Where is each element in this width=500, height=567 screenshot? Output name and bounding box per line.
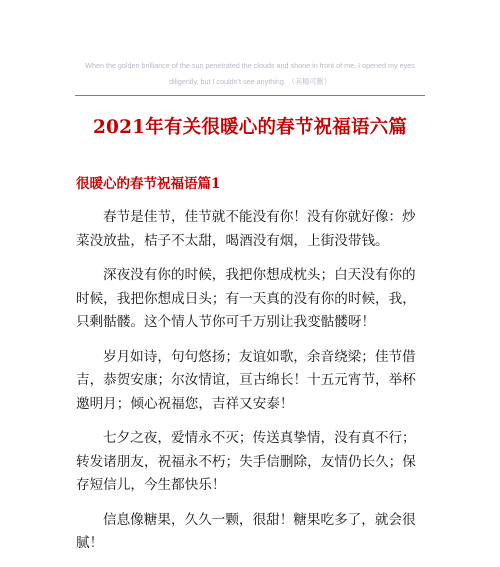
header-divider (75, 95, 425, 96)
body-paragraph: 春节是佳节，佳节就不能没有你！没有你就好像：炒菜没放盐，桔子不太甜，喝酒没有烟，上街没带钱。 (76, 209, 416, 249)
header-note-line-1: When the golden brilliance of the sun penetrated the clouds and shone in front of me, I opened my eyes (85, 61, 415, 70)
body-paragraph: 岁月如诗，句句悠扬；友谊如歌，余音绕梁；佳节借吉，恭贺安康；尔汝情谊，亘古绵长！十五元宵节，举杯邀明月；倾心祝福您，吉祥又安泰！ (76, 348, 416, 412)
section-heading: 很暖心的春节祝福语篇1 (76, 176, 221, 192)
document-title: 2021年有关很暖心的春节祝福语六篇 (92, 117, 408, 138)
header-note-line-2: diligently, but I couldn't see anything. （其精可删） (169, 77, 331, 86)
body-paragraph: 七夕之夜，爱情永不灭；传送真挚情，没有真不行；转发诸朋友，祝福永不朽；失手信删除，友情仍长久；保存短信儿，今生都快乐！ (76, 430, 416, 493)
document-body (76, 206, 426, 567)
body-paragraph: 深夜没有你的时候，我把你想成枕头；白天没有你的时候，我把你想成日头；有一天真的没有你的时候，我，只剩骷髅。这个情人节你可千万别让我变骷髅呀！ (76, 267, 416, 330)
page-header-note (60, 58, 440, 90)
body-paragraph: 信息像糖果，久久一颗，很甜！糖果吃多了，就会很腻！ (76, 511, 416, 551)
